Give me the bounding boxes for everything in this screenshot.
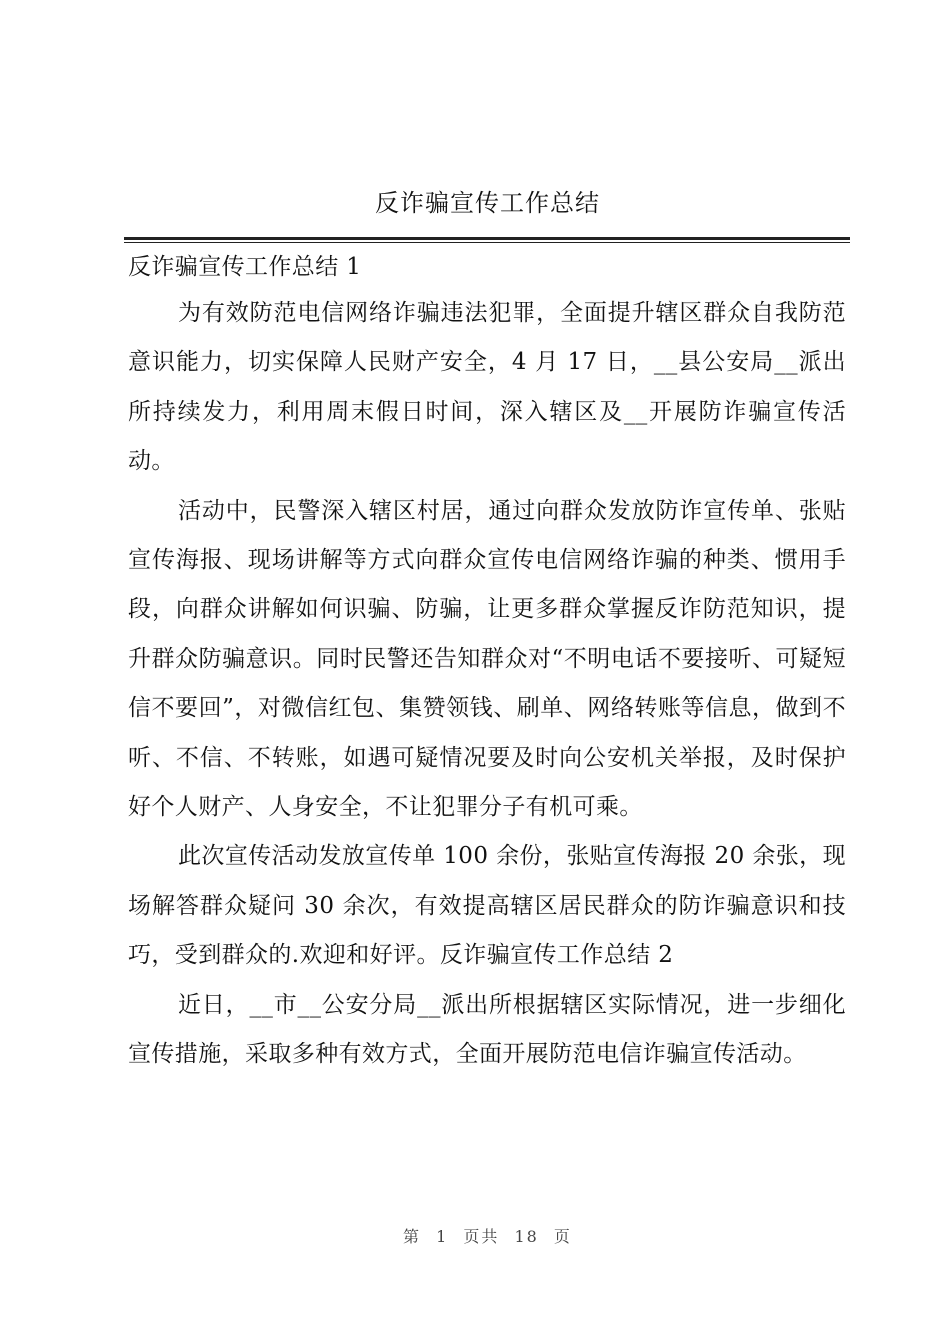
title-divider-thick <box>124 237 850 240</box>
paragraph-2: 活动中，民警深入辖区村居，通过向群众发放防诈宣传单、张贴宣传海报、现场讲解等方式向群众宣传电信网络诈骗的种类、惯用手段，向群众讲解如何识骗、防骗，让更多群众掌握反诈防范知识，提升群众防骗意识。同时民警还告知群众对“不明电话不要接听、可疑短信不要回”，对微信红包、集赞领钱、刷单、网络转账等信息，做到不听、不信、不转账，如遇可疑情况要及时向公安机关举报，及时保护好个人财产、人身安全，不让犯罪分子有机可乘。 <box>128 497 846 821</box>
document-title: 反诈骗宣传工作总结 <box>375 189 600 217</box>
document-body <box>128 250 846 1080</box>
paragraph-4: 近日，__市__公安分局__派出所根据辖区实际情况，进一步细化宣传措施，采取多种有效方式，全面开展防范电信诈骗宣传活动。 <box>128 991 846 1068</box>
paragraph-3: 此次宣传活动发放宣传单 100 余份，张贴宣传海报 20 余张，现场解答群众疑问 30 余次，有效提高辖区居民群众的防诈骗意识和技巧，受到群众的.欢迎和好评。反诈骗宣传工作总结 2 <box>128 843 846 969</box>
page-number-footer: 第 1 页共 18 页 <box>403 1227 572 1246</box>
paragraph-1: 为有效防范电信网络诈骗违法犯罪，全面提升辖区群众自我防范意识能力，切实保障人民财产安全，4 月 17 日，__县公安局__派出所持续发力，利用周末假日时间，深入辖区及__开展防诈骗宣传活动。 <box>128 300 846 475</box>
section-heading: 反诈骗宣传工作总结 1 <box>128 254 362 280</box>
title-divider-thin <box>124 242 850 243</box>
